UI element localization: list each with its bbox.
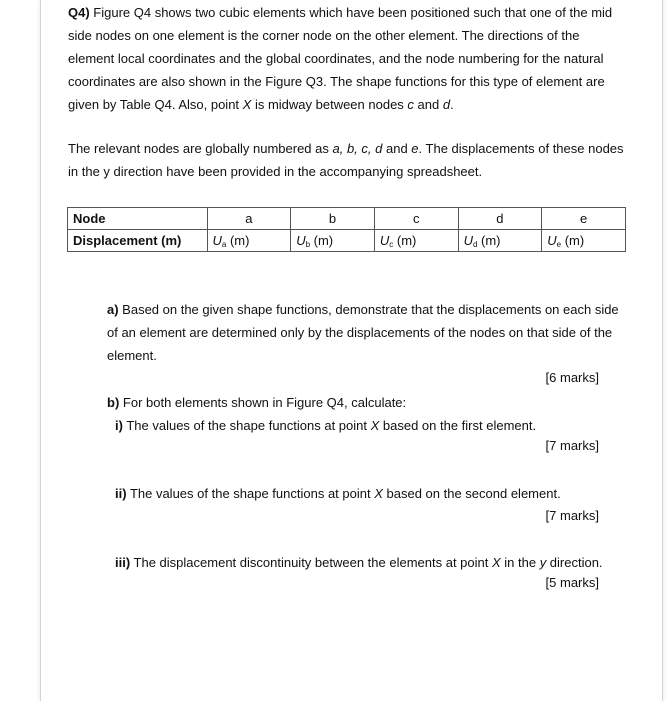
table-cell: e	[542, 208, 626, 230]
question-a-text: Based on the given shape functions, demonstrate that the displacements on each side of an element are determined only by the displacements of the nodes on that side of the element.	[107, 302, 619, 363]
table-cell: $U_a$ (m)	[207, 230, 291, 252]
question-b-ii	[115, 482, 561, 505]
question-b-ii-text-2: based on the second element.	[382, 486, 561, 501]
question-b-label: b)	[107, 395, 120, 410]
question-b-i-marks: [7 marks]	[545, 438, 599, 453]
question-b-i	[115, 414, 536, 437]
table-cell: b	[291, 208, 375, 230]
question-b-iii-text-2: in the	[500, 555, 540, 570]
table-row	[68, 208, 626, 230]
question-b-i-text-1: The values of the shape functions at point	[122, 418, 371, 433]
node-e: e	[411, 141, 419, 156]
question-b-iii-text-3: direction.	[546, 555, 603, 570]
question-b-iii-text-1: The displacement discontinuity between the elements at point	[130, 555, 492, 570]
table-cell: $U_b$ (m)	[291, 230, 375, 252]
intro-end: .	[450, 97, 454, 112]
intro-text-2: is midway between nodes	[251, 97, 408, 112]
table-cell: a	[207, 208, 291, 230]
node-c: c	[407, 97, 414, 112]
nodes-paragraph	[68, 137, 628, 183]
question-a-marks: [6 marks]	[545, 370, 599, 385]
table-row	[68, 230, 626, 252]
point-x: X	[370, 418, 380, 433]
intro-paragraph	[68, 1, 628, 116]
table-cell: $U_e$ (m)	[542, 230, 626, 252]
question-b-iii-marks: [5 marks]	[545, 575, 599, 590]
table-cell: $U_d$ (m)	[458, 230, 542, 252]
displacement-header: Displacement (m)	[68, 230, 208, 252]
question-b-text: For both elements shown in Figure Q4, calculate:	[119, 395, 407, 410]
intro-and: and	[413, 97, 443, 112]
nodes-text-1: The relevant nodes are globally numbered as	[68, 141, 333, 156]
intro-text-1: Figure Q4 shows two cubic elements which have been positioned such that one of the mid side nodes on one element is the corner node on the other element. The directions of the element local coordinates and the global coordinates, and the node numbering for the natural coordinates are also shown in the Figure Q3. The shape functions for this type of element are given by Table Q4. Also, point	[68, 5, 613, 112]
question-b-ii-marks: [7 marks]	[545, 508, 599, 523]
question-a-label: a)	[107, 302, 119, 317]
question-b	[107, 391, 406, 414]
question-b-iii	[115, 551, 603, 574]
displacement-table	[67, 207, 626, 252]
table-cell: d	[458, 208, 542, 230]
question-label: Q4)	[68, 5, 90, 20]
question-b-i-text-2: based on the first element.	[379, 418, 537, 433]
question-b-i-label: i)	[115, 418, 123, 433]
node-d: d	[442, 97, 451, 112]
point-x: X	[374, 486, 383, 501]
direction-y: y	[539, 555, 547, 570]
nodes-text-2: and	[382, 141, 412, 156]
question-b-ii-label: ii)	[115, 486, 127, 501]
table-cell: c	[374, 208, 458, 230]
node-header: Node	[68, 208, 208, 230]
question-b-iii-label: iii)	[115, 555, 131, 570]
point-x: X	[491, 555, 501, 570]
nodes-text-3: . The displacements of these nodes in the y direction have been provided in the accompanying spreadsheet.	[68, 141, 624, 179]
question-b-ii-text-1: The values of the shape functions at point	[126, 486, 375, 501]
question-a	[107, 298, 627, 367]
point-x: X	[242, 97, 252, 112]
nodes-list: a, b, c, d	[332, 141, 383, 156]
table-cell: $U_c$ (m)	[374, 230, 458, 252]
